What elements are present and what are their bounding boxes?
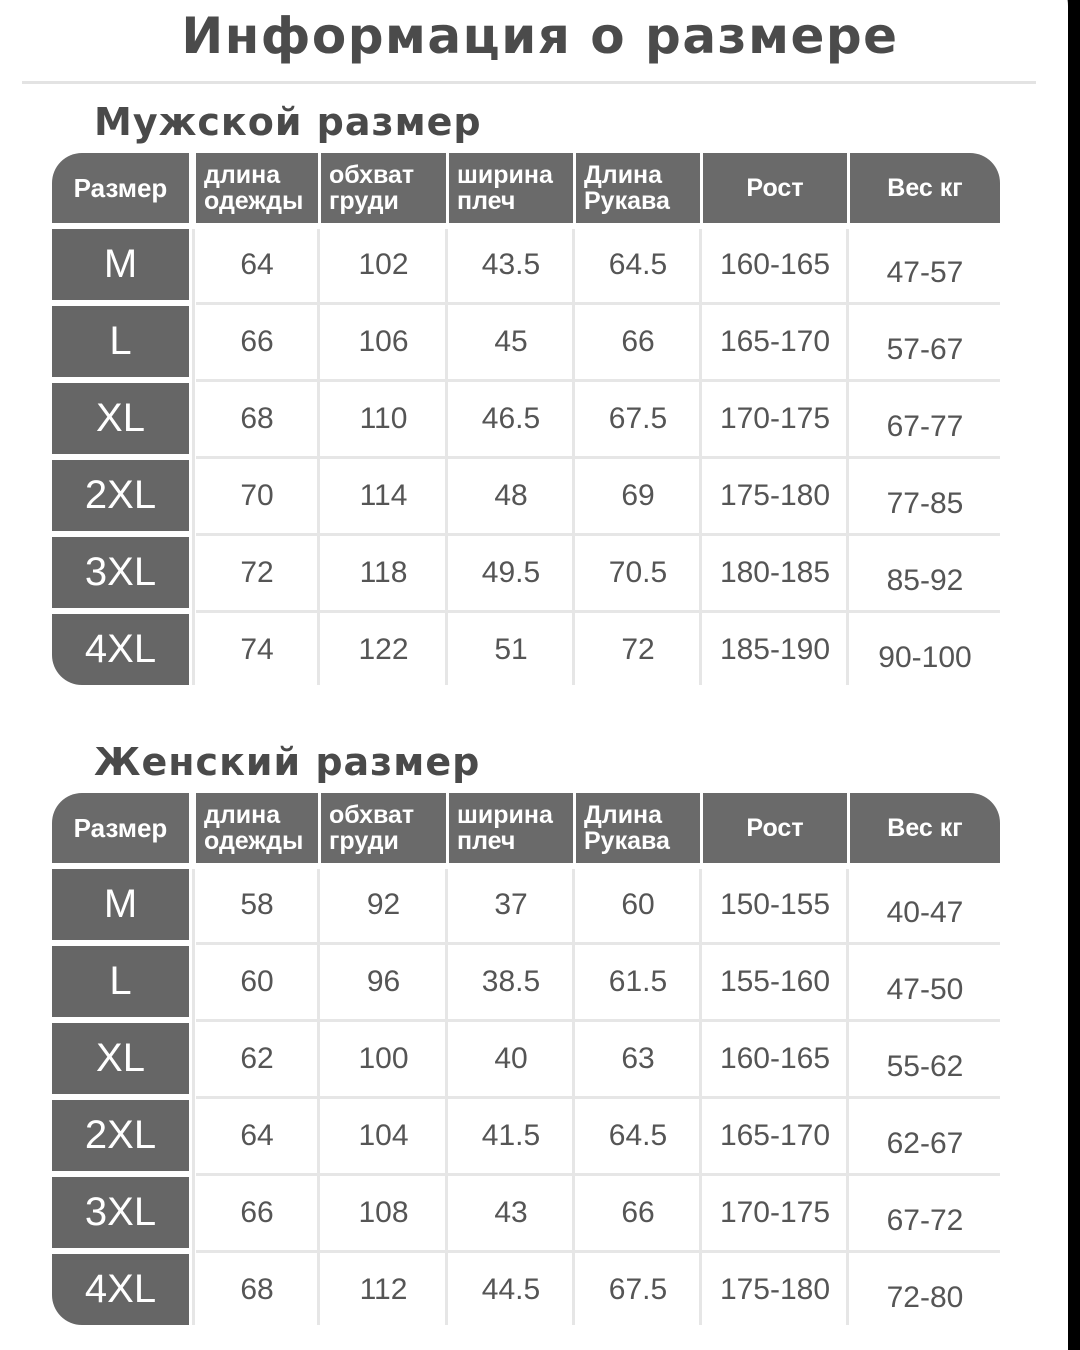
header-shoulder xyxy=(449,153,573,223)
header-size xyxy=(52,793,189,863)
header-shoulder xyxy=(449,793,573,863)
page-title: Информация о размере xyxy=(181,7,899,65)
weight-cell: 40-47 xyxy=(886,896,964,929)
size-label-cell: 3XL xyxy=(52,537,189,608)
length-cell: 64 xyxy=(240,1118,274,1152)
sleeve-cell: 63 xyxy=(621,1041,655,1075)
length-cell: 66 xyxy=(240,324,274,358)
height-cell: 175-180 xyxy=(719,478,831,512)
shoulder-cell: 51 xyxy=(494,632,528,666)
length-cell: 64 xyxy=(240,247,274,281)
length-cell: 68 xyxy=(240,401,274,435)
column-divider xyxy=(699,869,702,1325)
header-chest-label: обхват груди xyxy=(329,161,415,215)
height-cell: 180-185 xyxy=(719,555,831,589)
height-cell: 170-175 xyxy=(719,401,831,435)
height-cell: 160-165 xyxy=(719,1041,831,1075)
chest-cell: 118 xyxy=(359,555,408,589)
header-height-label: Рост xyxy=(746,813,804,842)
length-cell: 60 xyxy=(240,964,274,998)
size-label-cell: 4XL xyxy=(52,614,189,685)
header-weight-label: Вес кг xyxy=(887,813,963,842)
weight-cell: 67-77 xyxy=(886,410,964,443)
column-divider xyxy=(317,869,320,1325)
header-height xyxy=(703,153,847,223)
shoulder-cell: 37 xyxy=(494,887,528,921)
chest-cell: 110 xyxy=(359,401,408,435)
length-cell: 58 xyxy=(240,887,274,921)
shoulder-cell: 44.5 xyxy=(481,1272,541,1306)
sleeve-cell: 66 xyxy=(621,324,655,358)
column-divider xyxy=(572,869,575,1325)
size-label-cell: XL xyxy=(52,383,189,454)
weight-cell: 62-67 xyxy=(886,1127,964,1160)
column-divider xyxy=(445,869,448,1325)
weight-cell: 47-57 xyxy=(886,256,964,289)
shoulder-cell: 43 xyxy=(494,1195,528,1229)
chest-cell: 96 xyxy=(366,964,401,998)
sleeve-cell: 69 xyxy=(621,478,655,512)
chest-cell: 108 xyxy=(358,1195,409,1229)
weight-cell: 90-100 xyxy=(878,641,972,674)
height-cell: 175-180 xyxy=(719,1272,831,1306)
length-cell: 66 xyxy=(240,1195,274,1229)
header-length xyxy=(196,793,318,863)
title-divider xyxy=(22,81,1036,84)
header-height-label: Рост xyxy=(746,173,804,202)
size-label-cell: XL xyxy=(52,1023,189,1094)
men-section-title: Мужской размер xyxy=(94,100,482,144)
weight-cell: 72-80 xyxy=(886,1281,964,1314)
shoulder-cell: 48 xyxy=(494,478,528,512)
women-section-title: Женский размер xyxy=(94,740,481,784)
chest-cell: 102 xyxy=(358,247,409,281)
header-weight-label: Вес кг xyxy=(887,173,963,202)
weight-cell: 77-85 xyxy=(886,487,964,520)
height-cell: 155-160 xyxy=(719,964,831,998)
header-size-label: Размер xyxy=(73,812,168,843)
header-sleeve-label: Длина Рукава xyxy=(584,801,670,855)
chest-cell: 114 xyxy=(359,478,408,512)
header-height xyxy=(703,793,847,863)
weight-cell: 55-62 xyxy=(886,1050,964,1083)
sleeve-cell: 66 xyxy=(621,1195,655,1229)
header-length-label: длина одежды xyxy=(204,801,304,855)
size-label-cell: 2XL xyxy=(52,460,189,531)
column-divider xyxy=(445,229,448,685)
height-cell: 165-170 xyxy=(719,324,831,358)
weight-cell: 57-67 xyxy=(886,333,964,366)
header-sleeve xyxy=(576,153,700,223)
sleeve-cell: 64.5 xyxy=(608,1118,668,1152)
shoulder-cell: 38.5 xyxy=(481,964,541,998)
chest-cell: 104 xyxy=(358,1118,409,1152)
sleeve-cell: 60 xyxy=(621,887,655,921)
sleeve-cell: 72 xyxy=(621,632,655,666)
column-divider xyxy=(846,869,849,1325)
header-shoulder-label: ширина плеч xyxy=(457,801,553,855)
header-shoulder-label: ширина плеч xyxy=(457,161,553,215)
weight-cell: 85-92 xyxy=(886,564,964,597)
length-cell: 72 xyxy=(240,555,274,589)
shoulder-cell: 40 xyxy=(494,1041,528,1075)
chest-cell: 100 xyxy=(358,1041,409,1075)
chest-cell: 106 xyxy=(358,324,409,358)
sleeve-cell: 64.5 xyxy=(608,247,668,281)
sleeve-cell: 70.5 xyxy=(608,555,668,589)
shoulder-cell: 46.5 xyxy=(481,401,541,435)
header-weight xyxy=(850,153,1000,223)
height-cell: 165-170 xyxy=(719,1118,831,1152)
height-cell: 185-190 xyxy=(719,632,831,666)
header-sleeve-label: Длина Рукава xyxy=(584,161,670,215)
shoulder-cell: 43.5 xyxy=(481,247,541,281)
length-cell: 74 xyxy=(240,632,274,666)
height-cell: 150-155 xyxy=(719,887,831,921)
length-cell: 68 xyxy=(240,1272,274,1306)
column-divider xyxy=(192,229,195,685)
size-label-cell: 4XL xyxy=(52,1254,189,1325)
header-chest xyxy=(321,153,446,223)
weight-cell: 47-50 xyxy=(886,973,964,1006)
weight-cell: 67-72 xyxy=(886,1204,964,1237)
header-chest xyxy=(321,793,446,863)
sleeve-cell: 67.5 xyxy=(608,401,668,435)
size-label-cell: M xyxy=(52,229,189,300)
length-cell: 70 xyxy=(240,478,274,512)
size-label-cell: M xyxy=(52,869,189,940)
header-size xyxy=(52,153,189,223)
sleeve-cell: 67.5 xyxy=(608,1272,668,1306)
shoulder-cell: 49.5 xyxy=(481,555,541,589)
column-divider xyxy=(192,869,195,1325)
height-cell: 170-175 xyxy=(719,1195,831,1229)
chest-cell: 92 xyxy=(366,887,401,921)
size-label-cell: L xyxy=(52,306,189,377)
header-length-label: длина одежды xyxy=(204,161,304,215)
header-chest-label: обхват груди xyxy=(329,801,415,855)
shoulder-cell: 45 xyxy=(494,324,528,358)
sleeve-cell: 61.5 xyxy=(608,964,668,998)
column-divider xyxy=(317,229,320,685)
size-label-cell: 2XL xyxy=(52,1100,189,1171)
size-label-cell: L xyxy=(52,946,189,1017)
chest-cell: 122 xyxy=(358,632,409,666)
length-cell: 62 xyxy=(240,1041,274,1075)
header-size-label: Размер xyxy=(73,172,168,203)
header-weight xyxy=(850,793,1000,863)
size-label-cell: 3XL xyxy=(52,1177,189,1248)
chest-cell: 112 xyxy=(359,1272,408,1306)
column-divider xyxy=(572,229,575,685)
header-sleeve xyxy=(576,793,700,863)
column-divider xyxy=(846,229,849,685)
shoulder-cell: 41.5 xyxy=(481,1118,541,1152)
header-length xyxy=(196,153,318,223)
height-cell: 160-165 xyxy=(719,247,831,281)
column-divider xyxy=(699,229,702,685)
